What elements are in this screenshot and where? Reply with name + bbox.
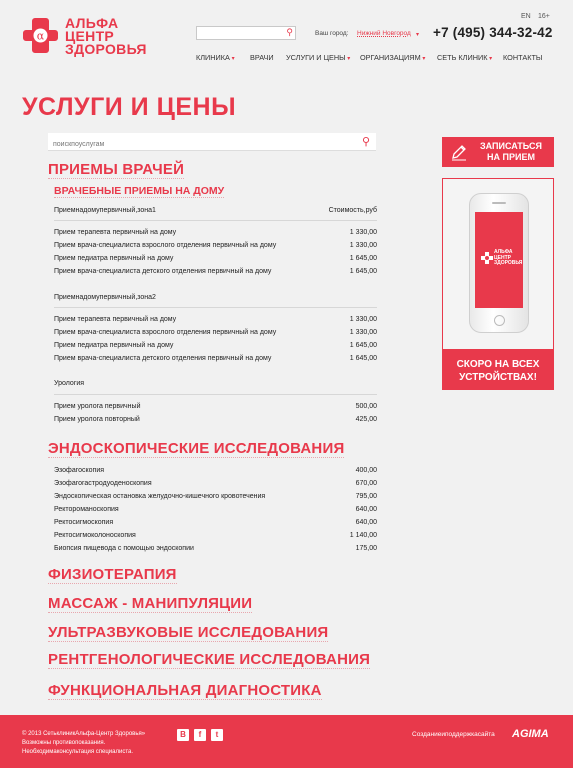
table-row bbox=[54, 342, 377, 349]
nav-label: ОРГАНИЗАЦИЯМ bbox=[360, 53, 421, 62]
chevron-down-icon: ▾ bbox=[420, 56, 426, 62]
logo-line2: ЦЕНТР bbox=[65, 28, 115, 44]
service-name: Прием врача-специалиста взрослого отделения первичный на дому bbox=[54, 329, 277, 336]
service-search bbox=[48, 133, 376, 151]
table-header-urology bbox=[54, 380, 377, 387]
table-row bbox=[54, 506, 377, 513]
nav-item-doctors[interactable] bbox=[250, 53, 274, 62]
service-price: 1 330,00 bbox=[349, 242, 377, 249]
table-row bbox=[54, 519, 377, 526]
table-row bbox=[54, 480, 377, 487]
urology-header: Урология bbox=[54, 380, 85, 387]
table-header-zone1 bbox=[54, 207, 377, 214]
divider bbox=[54, 394, 377, 395]
header-search-input[interactable] bbox=[196, 26, 296, 40]
pen-icon bbox=[450, 143, 468, 161]
book-appointment-label: ЗАПИСАТЬСЯ НА ПРИЕМ bbox=[480, 141, 542, 162]
logo-line1: АЛЬФА bbox=[494, 249, 513, 255]
logo-cross-icon bbox=[22, 17, 59, 54]
divider bbox=[54, 220, 377, 221]
speaker bbox=[492, 202, 506, 204]
logo-line3: ЗДОРОВЬЯ bbox=[494, 260, 523, 266]
nav-label: КОНТАКТЫ bbox=[503, 53, 543, 62]
home-button bbox=[494, 315, 505, 326]
service-price: 640,00 bbox=[355, 506, 377, 513]
copyright-text: © 2013 СетьклиникАльфа-Центр Здоровья» bbox=[22, 731, 146, 737]
service-price: 795,00 bbox=[355, 493, 377, 500]
table-header-zone2 bbox=[54, 294, 377, 301]
city-dropdown-icon[interactable]: ▾ bbox=[416, 32, 420, 38]
table-row bbox=[54, 545, 377, 552]
twitter-icon[interactable]: t bbox=[211, 729, 223, 741]
footer bbox=[0, 715, 573, 768]
service-price: 425,00 bbox=[355, 416, 377, 423]
table-row bbox=[54, 467, 377, 474]
nav-item-clinic[interactable] bbox=[196, 53, 235, 62]
service-price: 400,00 bbox=[355, 467, 377, 474]
phone-number[interactable]: +7 (495) 344-32-42 bbox=[433, 25, 553, 40]
promo-text: СКОРО НА ВСЕХ УСТРОЙСТВАХ! bbox=[456, 359, 540, 383]
page-title: УСЛУГИ И ЦЕНЫ bbox=[22, 93, 237, 121]
city-label: Ваш город: bbox=[315, 30, 349, 37]
service-price: 1 330,00 bbox=[349, 329, 377, 336]
book-appointment-button[interactable] bbox=[442, 137, 554, 167]
chevron-down-icon: ▾ bbox=[487, 56, 493, 62]
table-row bbox=[54, 255, 377, 262]
logo-text bbox=[65, 17, 147, 56]
table-row bbox=[54, 532, 377, 539]
language-switch[interactable]: EN bbox=[521, 13, 531, 20]
screen-logo bbox=[481, 248, 523, 272]
service-name: Прием педиатра первичный на дому bbox=[54, 342, 174, 349]
city-selector[interactable]: Нижний Новгород bbox=[357, 30, 411, 37]
section-massage[interactable]: МАССАЖ - МАНИПУЛЯЦИИ bbox=[48, 595, 253, 612]
table-row bbox=[54, 403, 377, 410]
service-search-input[interactable] bbox=[48, 136, 348, 154]
logo-line3: ЗДОРОВЬЯ bbox=[65, 41, 147, 57]
table-row bbox=[54, 416, 377, 423]
subsection-home-visits[interactable]: ВРАЧЕБНЫЕ ПРИЕМЫ НА ДОМУ bbox=[54, 185, 225, 197]
service-name: Ректосигмоколоноскопия bbox=[54, 532, 136, 539]
cost-header: Стоимость,руб bbox=[328, 207, 377, 214]
search-icon[interactable]: ⚲ bbox=[286, 27, 293, 37]
service-name: Прием уролога первичный bbox=[54, 403, 141, 410]
service-price: 175,00 bbox=[355, 545, 377, 552]
logo-line2: ЦЕНТР bbox=[494, 254, 511, 261]
service-price: 670,00 bbox=[355, 480, 377, 487]
logo[interactable] bbox=[22, 17, 172, 63]
table-row bbox=[54, 329, 377, 336]
service-price: 1 330,00 bbox=[349, 316, 377, 323]
nav-label: УСЛУГИ И ЦЕНЫ bbox=[286, 53, 346, 62]
section-doctors[interactable]: ПРИЕМЫ ВРАЧЕЙ bbox=[48, 161, 185, 178]
logo-line1: АЛЬФА bbox=[65, 15, 119, 31]
vk-icon[interactable]: В bbox=[177, 729, 189, 741]
service-name: Эзофагоскопия bbox=[54, 467, 105, 474]
chevron-down-icon: ▾ bbox=[229, 56, 235, 62]
service-name: Прием терапевта первичный на дому bbox=[54, 316, 177, 323]
service-name: Эндоскопическая остановка желудочно-кишечного кровотечения bbox=[54, 493, 266, 500]
section-physiotherapy[interactable]: ФИЗИОТЕРАПИЯ bbox=[48, 566, 177, 583]
service-price: 1 140,00 bbox=[349, 532, 377, 539]
table-row bbox=[54, 493, 377, 500]
service-price: 1 645,00 bbox=[349, 255, 377, 262]
promo-image bbox=[443, 179, 553, 349]
nav-item-contacts[interactable] bbox=[503, 53, 542, 62]
section-endoscopy[interactable]: ЭНДОСКОПИЧЕСКИЕ ИССЛЕДОВАНИЯ bbox=[48, 440, 345, 457]
nav-label: КЛИНИКА bbox=[196, 53, 230, 62]
svg-text:α: α bbox=[36, 29, 45, 43]
table-row bbox=[54, 242, 377, 249]
service-price: 1 645,00 bbox=[349, 342, 377, 349]
facebook-icon[interactable]: f bbox=[194, 729, 206, 741]
chevron-down-icon: ▾ bbox=[345, 56, 351, 62]
smartphone-illustration bbox=[469, 193, 529, 333]
nav-item-network[interactable] bbox=[437, 53, 492, 62]
phone-screen bbox=[475, 212, 523, 308]
service-price: 1 645,00 bbox=[349, 355, 377, 362]
service-name: Прием врача-специалиста детского отделения первичный на дому bbox=[54, 268, 272, 275]
zone1-header: Приемнадомупервичный,зона1 bbox=[54, 207, 156, 214]
section-functional[interactable]: ФУНКЦИОНАЛЬНАЯ ДИАГНОСТИКА bbox=[48, 682, 322, 699]
divider bbox=[54, 307, 377, 308]
service-name: Биопсия пищевода с помощью эндоскопии bbox=[54, 545, 194, 552]
disclaimer-line1: Возможны противопоказания. bbox=[22, 740, 106, 746]
section-ultrasound[interactable]: УЛЬТРАЗВУКОВЫЕ ИССЛЕДОВАНИЯ bbox=[48, 624, 329, 641]
zone2-header: Приемнадомупервичный,зона2 bbox=[54, 294, 156, 301]
service-name: Прием врача-специалиста взрослого отделения первичный на дому bbox=[54, 242, 277, 249]
disclaimer-line2: Необходимаконсультация специалиста. bbox=[22, 749, 134, 755]
service-name: Прием врача-специалиста детского отделения первичный на дому bbox=[54, 355, 272, 362]
agency-logo[interactable]: AGIMA bbox=[512, 728, 549, 740]
footer-copyright bbox=[22, 730, 145, 757]
table-row bbox=[54, 355, 377, 362]
service-price: 500,00 bbox=[355, 403, 377, 410]
nav-label: ВРАЧИ bbox=[250, 53, 274, 62]
service-name: Прием педиатра первичный на дому bbox=[54, 255, 174, 262]
service-price: 1 330,00 bbox=[349, 229, 377, 236]
search-icon[interactable]: ⚲ bbox=[361, 136, 370, 148]
section-xray[interactable]: РЕНТГЕНОЛОГИЧЕСКИЕ ИССЛЕДОВАНИЯ bbox=[48, 651, 371, 668]
table-row bbox=[54, 316, 377, 323]
service-name: Прием уролога повторный bbox=[54, 416, 140, 423]
service-price: 640,00 bbox=[355, 519, 377, 526]
service-name: Ректосигмоскопия bbox=[54, 519, 114, 526]
site-credits: Созданиеиподдержкасайта bbox=[412, 731, 495, 738]
service-name: Ректороманоскопия bbox=[54, 506, 119, 513]
nav-item-services[interactable] bbox=[286, 53, 350, 62]
service-name: Эзофагогастродуоденоскопия bbox=[54, 480, 152, 487]
mobile-app-promo[interactable] bbox=[442, 178, 554, 390]
logo-cross-icon bbox=[481, 252, 493, 264]
table-row bbox=[54, 268, 377, 275]
screen-logo-text bbox=[494, 250, 522, 267]
nav-item-organizations[interactable] bbox=[360, 53, 425, 62]
service-name: Прием терапевта первичный на дому bbox=[54, 229, 177, 236]
nav-label: СЕТЬ КЛИНИК bbox=[437, 53, 488, 62]
table-row bbox=[54, 229, 377, 236]
age-rating: 16+ bbox=[538, 13, 550, 20]
service-price: 1 645,00 bbox=[349, 268, 377, 275]
